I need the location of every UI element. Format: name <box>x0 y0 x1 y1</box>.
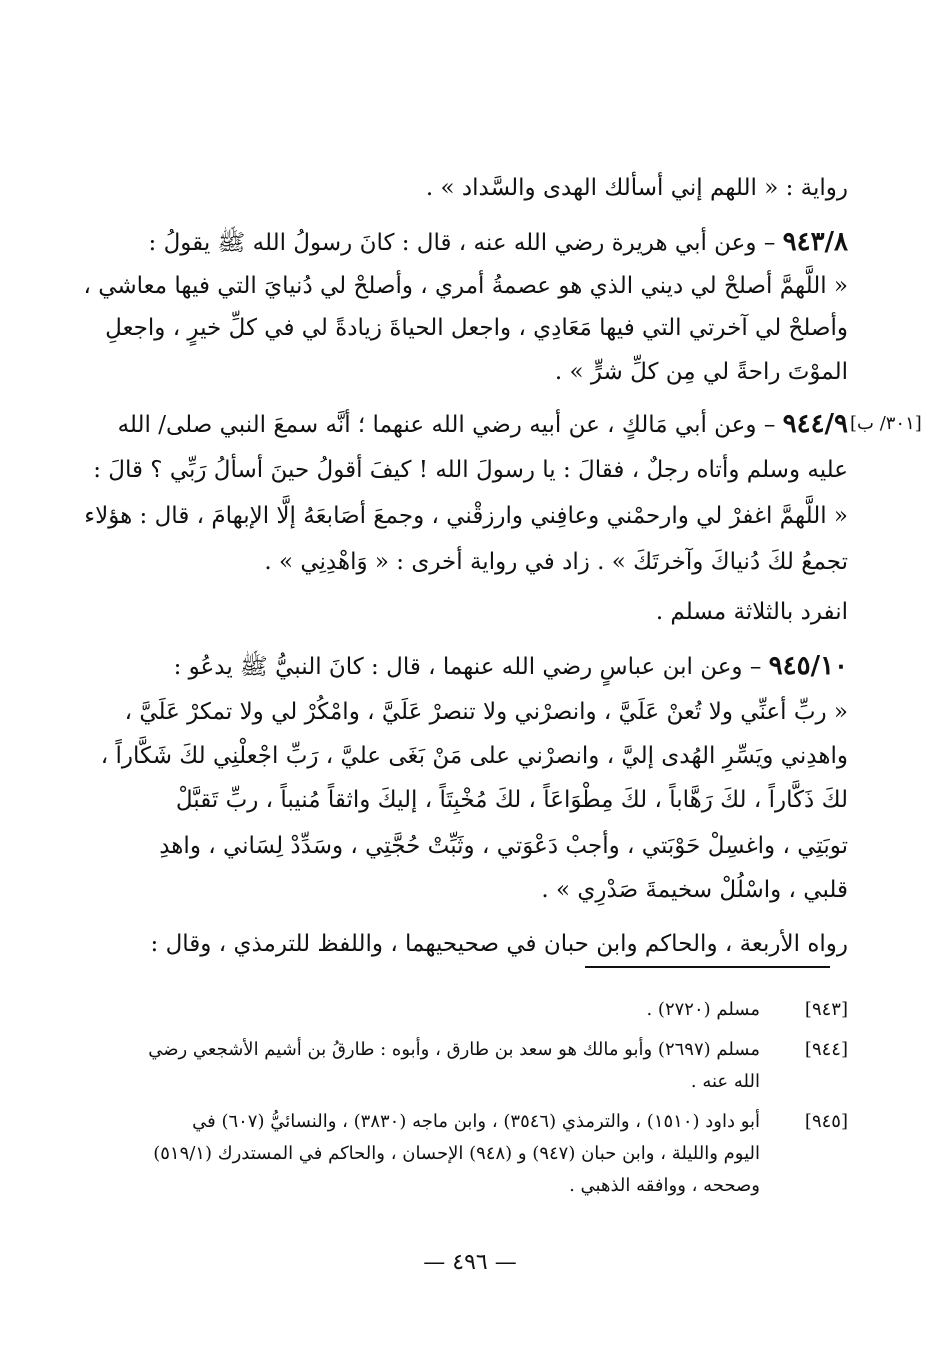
text: « اللَّهمَّ أصلحْ لي ديني الذي هو عصمةُ أمري ، وأصلحْ لي دُنيايَ التي فيها معاشي ، <box>83 273 848 299</box>
text: رواه الأربعة ، والحاكم وابن حبان في صحيحيهما ، واللفظ للترمذي ، وقال : <box>150 931 848 957</box>
text: الموْتَ راحةً لي مِن كلِّ شرٍّ » . <box>554 359 848 385</box>
footnote-ref: [٩٤٤] <box>804 1039 848 1060</box>
text: قلبي ، واسْلُلْ سخيمةَ صَدْرِي » . <box>541 877 848 903</box>
footnote-separator <box>585 966 830 968</box>
text-line <box>80 450 848 490</box>
footnote-945 <box>80 1106 848 1202</box>
text: واهدِني ويَسِّرِ الهُدى إليَّ ، وانصرْني على مَنْ بَغَى عليَّ ، رَبِّ اجْعلْنِي لكَ شَكَّاراً ، <box>100 743 848 769</box>
text: توبَتِي ، واغسِلْ حَوْبَتي ، وأجبْ دَعْوَتي ، وثَبِّتْ حُجَّتِي ، وسَدِّدْ لِسَاني ، واهدِ <box>159 833 848 859</box>
text-line <box>80 266 848 306</box>
footnote-944 <box>80 1034 848 1098</box>
footnote-ref: [٩٤٣] <box>804 999 848 1020</box>
text-line <box>80 692 848 732</box>
hadith-945-heading <box>80 646 848 686</box>
text: تجمعُ لكَ دُنياكَ وآخرتَكَ » . زاد في رواية أخرى : « وَاهْدِنِي » . <box>264 549 848 575</box>
hadith-number: ٩٤٤/٩ <box>782 409 848 439</box>
footnote-text: اليوم والليلة ، وابن حبان (٩٤٧) و (٩٤٨) الإحسان ، والحاكم في المستدرك (٥١٩/١) <box>153 1143 760 1164</box>
text-line <box>80 168 848 208</box>
text-line <box>80 308 848 348</box>
text-line <box>80 780 848 820</box>
page-number: — ٤٩٦ — <box>423 1250 517 1275</box>
footnote-943 <box>80 994 848 1026</box>
footnote-ref: [٩٤٥] <box>804 1111 848 1132</box>
hadith-number: ٩٤٣/٨ <box>782 227 848 257</box>
hadith-944-heading <box>80 404 848 444</box>
hadith-943-heading <box>80 222 848 262</box>
text: وأصلحْ لي آخرتي التي فيها مَعَادِي ، واجعل الحياةَ زيادةً لي في كلِّ خيرٍ ، واجعلِ <box>105 315 848 341</box>
footnote-text: الله عنه . <box>690 1071 760 1092</box>
text: – وعن ابن عباسٍ رضي الله عنهما ، قال : كانَ النبيُّ ﷺ يدعُو : <box>173 654 762 680</box>
text: « ربِّ أعنِّي ولا تُعنْ عَلَيَّ ، وانصرْني ولا تنصرْ عَلَيَّ ، وامْكُرْ لي ولا تمكرْ عَلَيَّ ، <box>124 699 848 725</box>
text: انفرد بالثلاثة مسلم . <box>655 599 848 625</box>
margin-note: [٣٠١/ ب] <box>850 413 922 434</box>
text: رواية : « اللهم إني أسألك الهدى والسَّداد » . <box>425 175 848 201</box>
text-line <box>80 496 848 536</box>
text: لكَ ذَكَّاراً ، لكَ رَهَّاباً ، لكَ مِطْوَاعَاً ، لكَ مُخْبِتَاً ، إليكَ واثقاً مُنيباً ، ربِّ تَقبَّلْ <box>175 787 848 813</box>
text-line <box>80 826 848 866</box>
text-line <box>80 924 848 964</box>
footnote-text: مسلم (٢٧٢٠) . <box>646 999 760 1020</box>
text-line <box>80 870 848 910</box>
footnote-text: أبو داود (١٥١٠) ، والترمذي (٣٥٤٦) ، وابن ماجه (٣٨٣٠) ، والنسائيُّ (٦٠٧) في <box>192 1111 760 1132</box>
text: « اللَّهمَّ اغفرْ لي وارحمْني وعافِني وارزقْني ، وجمعَ أصَابعَهُ إلَّا الإبهامَ ، قال : هؤلاء <box>84 503 848 529</box>
text: عليه وسلم وأتاه رجلٌ ، فقالَ : يا رسولَ الله ! كيفَ أقولُ حينَ أسألُ رَبِّي ؟ قالَ : <box>93 457 848 483</box>
hadith-number: ٩٤٥/١٠ <box>768 651 848 681</box>
footnote-text: وصححه ، ووافقه الذهبي . <box>569 1175 760 1196</box>
text: – وعن أبي هريرة رضي الله عنه ، قال : كانَ رسولُ الله ﷺ يقولُ : <box>148 230 776 256</box>
text-line <box>80 542 848 582</box>
text-line <box>80 736 848 776</box>
text: – وعن أبي مَالكٍ ، عن أبيه رضي الله عنهما ؛ أنَّه سمعَ النبي صلى/ الله <box>117 412 776 438</box>
text-line <box>80 352 848 392</box>
footnote-text: مسلم (٢٦٩٧) وأبو مالك هو سعد بن طارق ، وأبوه : طارقُ بن أشيم الأشجعي رضي <box>148 1039 760 1060</box>
text-line <box>80 592 848 632</box>
